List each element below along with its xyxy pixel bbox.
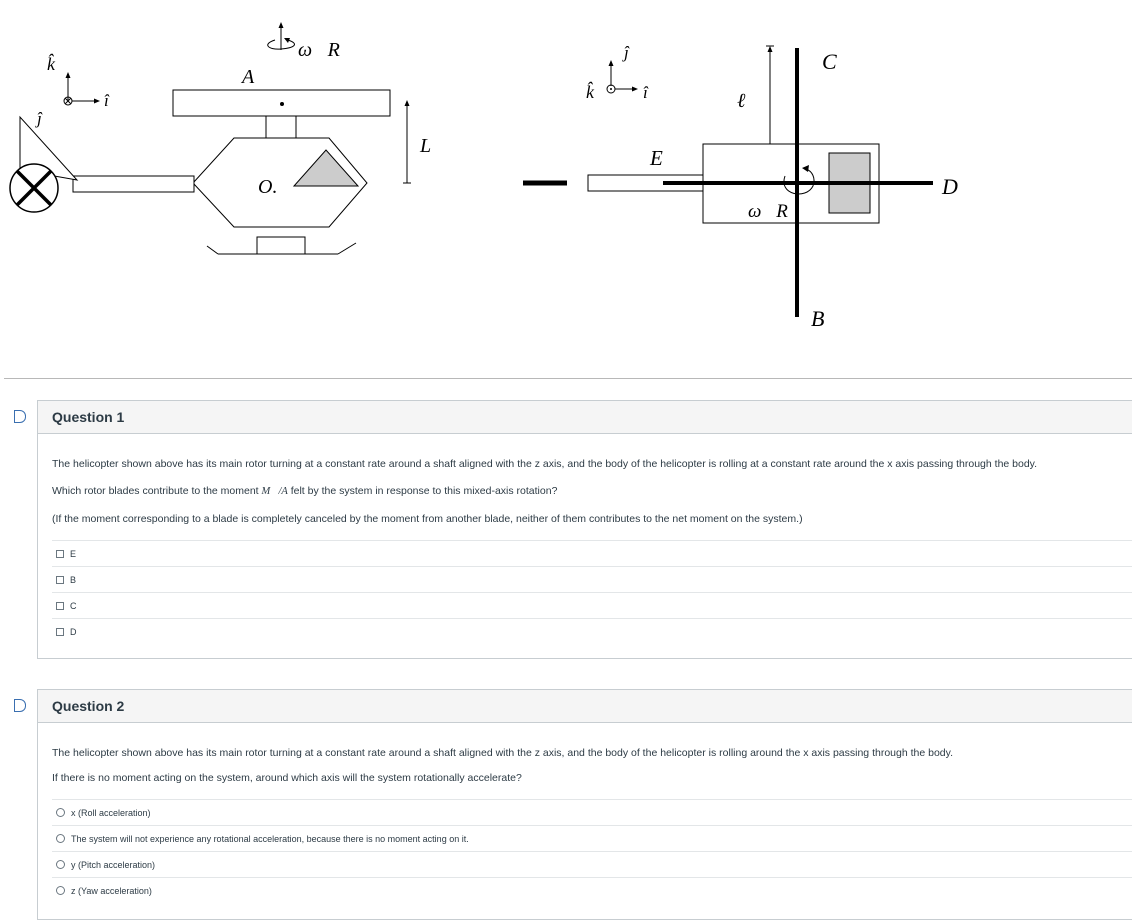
answer-label-e: E [70, 548, 77, 559]
answer-option-d[interactable] [52, 618, 1132, 644]
moment-symbol: M⃗/A [261, 486, 288, 497]
label-point-o: O. [258, 176, 278, 198]
answer-label-roll: x (Roll acceleration) [71, 807, 151, 818]
question-1-text [38, 434, 1132, 526]
answer-option-b[interactable] [52, 566, 1132, 592]
question-2-header [38, 690, 1132, 723]
question-2-answers [38, 799, 1132, 903]
answer-label-yaw: z (Yaw acceleration) [71, 885, 152, 896]
checkbox-b[interactable] [56, 576, 64, 584]
figure-divider [4, 378, 1132, 379]
helicopter-figure [0, 0, 1132, 378]
answer-option-none[interactable] [52, 825, 1132, 851]
label-length-l: L [420, 135, 432, 157]
radio-pitch[interactable] [56, 860, 65, 869]
label-k-hat-left: k̂ [47, 54, 55, 74]
checkbox-c[interactable] [56, 602, 64, 610]
radio-roll[interactable] [56, 808, 65, 817]
question-1-title: Question 1 [52, 409, 125, 425]
answer-option-pitch[interactable] [52, 851, 1132, 877]
answer-label-none: The system will not experience any rotational acceleration, because there is no moment acting on it. [71, 833, 469, 844]
flag-question-1-icon[interactable] [14, 410, 26, 423]
answer-option-yaw[interactable] [52, 877, 1132, 903]
question-1-answers [38, 540, 1132, 644]
question-1-line-2-after: felt by the system in response to this mixed-axis rotation? [287, 485, 558, 497]
label-blade-c: C [822, 49, 837, 74]
answer-label-c: C [70, 600, 77, 611]
question-2-line-1: The helicopter shown above has its main rotor turning at a constant rate around a shaft aligned with the z axis, and the body of the helicopter is rolling around the x axis passing through the body. [52, 747, 954, 759]
question-2-title: Question 2 [52, 698, 125, 714]
top-view-diagram [523, 46, 933, 317]
answer-label-d: D [70, 626, 77, 637]
answer-option-roll[interactable] [52, 799, 1132, 825]
question-1-line-2-before: Which rotor blades contribute to the moment [52, 485, 262, 497]
question-2 [37, 689, 1132, 920]
label-k-hat-right: k̂ [586, 82, 594, 102]
flag-question-2-icon[interactable] [14, 699, 26, 712]
label-j-hat-left: ĵ [37, 109, 42, 128]
checkbox-e[interactable] [56, 550, 64, 558]
label-j-hat-right: ĵ [624, 43, 629, 62]
label-i-hat-right: î [643, 83, 648, 102]
label-ell: ℓ [737, 90, 746, 112]
question-1-header [38, 401, 1132, 434]
label-blade-b: B [811, 306, 825, 331]
question-1-line-3: (If the moment corresponding to a blade is completely canceled by the moment from another blade, neither of them contributes to the net moment on the system.) [52, 513, 803, 525]
answer-option-e[interactable] [52, 540, 1132, 566]
label-point-a: A [242, 66, 255, 88]
label-blade-e: E [650, 146, 663, 170]
answer-label-b: B [70, 574, 77, 585]
label-i-hat-left: î [104, 91, 109, 110]
label-omega-r-left: ω⃗R [298, 39, 340, 61]
question-2-line-2: If there is no moment acting on the system, around which axis will the system rotationally accelerate? [52, 772, 522, 784]
question-1-line-1: The helicopter shown above has its main rotor turning at a constant rate around a shaft aligned with the z axis, and the body of the helicopter is rolling at a constant rate around the x axis passing through the body. [52, 458, 1038, 470]
answer-option-c[interactable] [52, 592, 1132, 618]
radio-yaw[interactable] [56, 886, 65, 895]
question-1-line-2 [52, 484, 1118, 499]
label-blade-d: D [942, 174, 958, 199]
question-2-text [38, 723, 1132, 785]
checkbox-d[interactable] [56, 628, 64, 636]
label-omega-r-right: ω⃗R [748, 201, 788, 222]
answer-label-pitch: y (Pitch acceleration) [71, 859, 156, 870]
question-1 [37, 400, 1132, 659]
radio-none[interactable] [56, 834, 65, 843]
side-view-diagram [10, 22, 411, 254]
